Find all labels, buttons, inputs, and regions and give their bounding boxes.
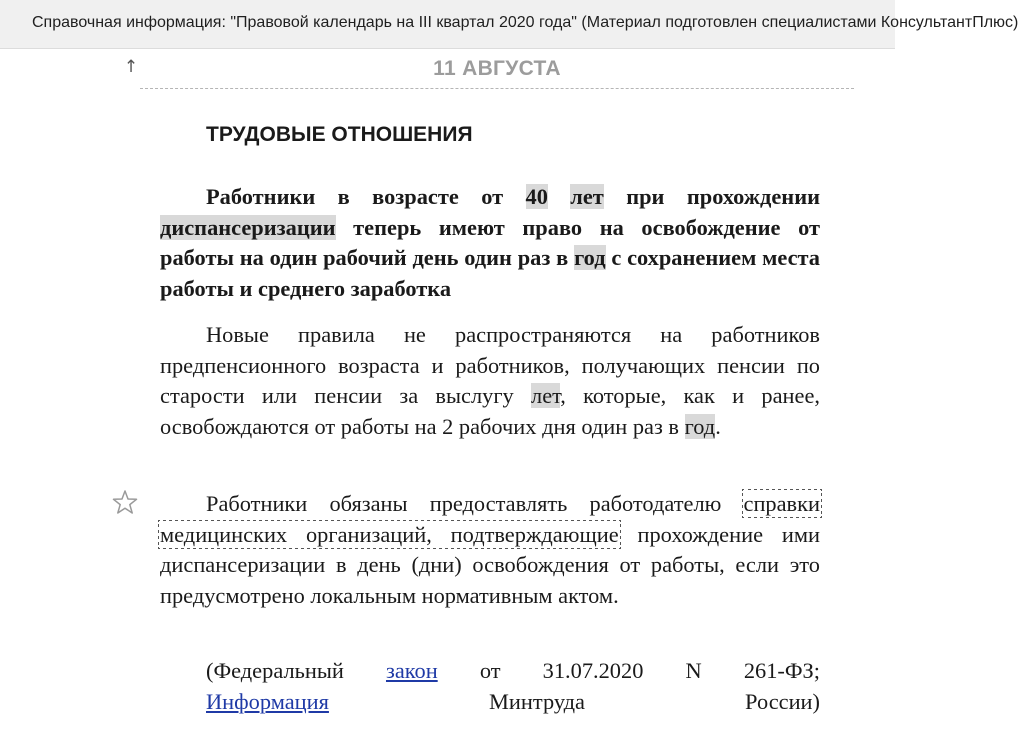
section-heading: ТРУДОВЫЕ ОТНОШЕНИЯ bbox=[206, 123, 473, 146]
text-run: от 31.07.2020 N 261-ФЗ; bbox=[437, 658, 820, 683]
search-highlight: год bbox=[684, 413, 716, 439]
text-run bbox=[548, 184, 570, 209]
source-reference bbox=[206, 655, 820, 717]
text-run: при прохождении bbox=[603, 184, 821, 209]
up-arrow-icon[interactable]: ↑ bbox=[123, 57, 139, 77]
text-run: теперь имеют право на освобождение от работы на один рабочий день один раз в bbox=[160, 214, 820, 270]
text-run: . bbox=[715, 413, 721, 439]
duty-paragraph bbox=[160, 489, 820, 611]
search-highlight: лет bbox=[570, 184, 604, 209]
text-run: прохождение ими диспансеризации в день (дни) освобождения от работы, если это предусмотрено локальным нормативным актом. bbox=[160, 521, 820, 608]
window-title: Справочная информация: "Правовой календарь на III квартал 2020 года" (Материал подготовлен специалистами КонсультантПлюс) bbox=[32, 14, 1018, 31]
source-line-2 bbox=[206, 689, 820, 714]
law-link[interactable]: закон bbox=[385, 658, 438, 683]
date-heading: 11 АВГУСТА bbox=[433, 57, 561, 80]
text-run: Минтруда России) bbox=[328, 689, 820, 714]
text-run: Новые правила не распространяются на работников предпенсионного возраста и работников, получающих пенсии по старости или пенсии за выслугу bbox=[160, 322, 820, 408]
window-titlebar bbox=[0, 0, 1018, 49]
text-run: (Федеральный bbox=[206, 658, 386, 683]
text-run: Работники в возрасте от bbox=[206, 184, 526, 209]
star-icon[interactable] bbox=[112, 489, 138, 515]
rules-paragraph bbox=[160, 320, 820, 442]
text-run: , которые, как и ранее, освобождаются от работы на 2 рабочих дня один раз в bbox=[160, 383, 820, 439]
search-highlight: лет bbox=[531, 383, 561, 408]
search-highlight: год bbox=[574, 245, 606, 270]
information-link[interactable]: Информация bbox=[206, 689, 329, 714]
date-divider bbox=[140, 88, 854, 89]
text-run: Работники обязаны предоставлять работодателю bbox=[206, 491, 744, 516]
bold-summary-paragraph bbox=[160, 182, 820, 304]
search-highlight: диспансеризации bbox=[160, 214, 336, 240]
selected-text-fragment[interactable]: справки медицинских организаций, подтверждающие bbox=[160, 491, 820, 547]
text-run: с сохранением места работы и среднего заработка bbox=[160, 245, 820, 301]
search-highlight: 40 bbox=[525, 184, 548, 209]
